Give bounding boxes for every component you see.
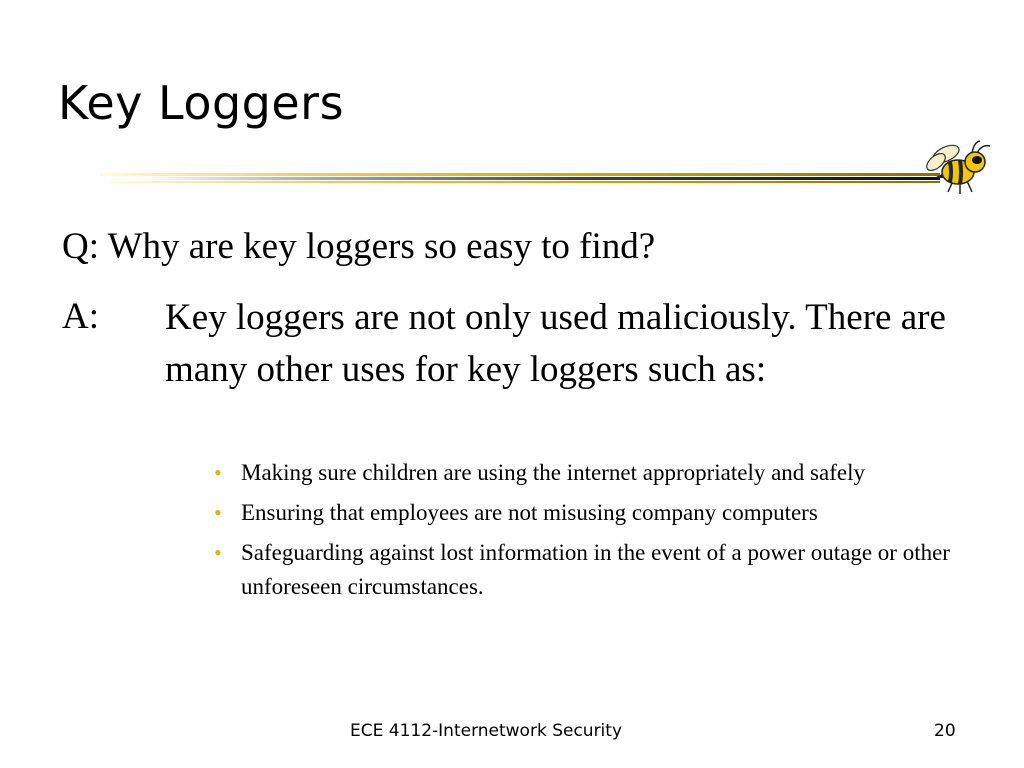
answer-label: A:: [62, 296, 99, 337]
uses-bullet-list: [214, 456, 974, 610]
bullet-icon: •: [214, 460, 222, 485]
slide-title: Key Loggers: [58, 76, 345, 130]
yellow-jacket-bee-icon: [922, 140, 992, 198]
bullet-text: Making sure children are using the internet appropriately and safely: [241, 460, 865, 485]
list-item: [214, 536, 974, 604]
bullet-icon: •: [214, 500, 222, 525]
list-item: [214, 496, 974, 530]
bullet-text: Safeguarding against lost information in the event of a power outage or other unforeseen circumstances.: [241, 540, 950, 599]
answer-text: Key loggers are not only used maliciously. There are many other uses for key loggers such as:: [165, 297, 946, 390]
bullet-icon: •: [214, 540, 222, 565]
footer-course-name: ECE 4112-Internetwork Security: [350, 721, 623, 741]
title-divider-rule: [100, 170, 940, 186]
list-item: [214, 456, 974, 490]
question-text: Q: Why are key loggers so easy to find?: [62, 226, 656, 267]
footer-page-number: 20: [934, 721, 956, 741]
bullet-text: Ensuring that employees are not misusing company computers: [241, 500, 818, 525]
